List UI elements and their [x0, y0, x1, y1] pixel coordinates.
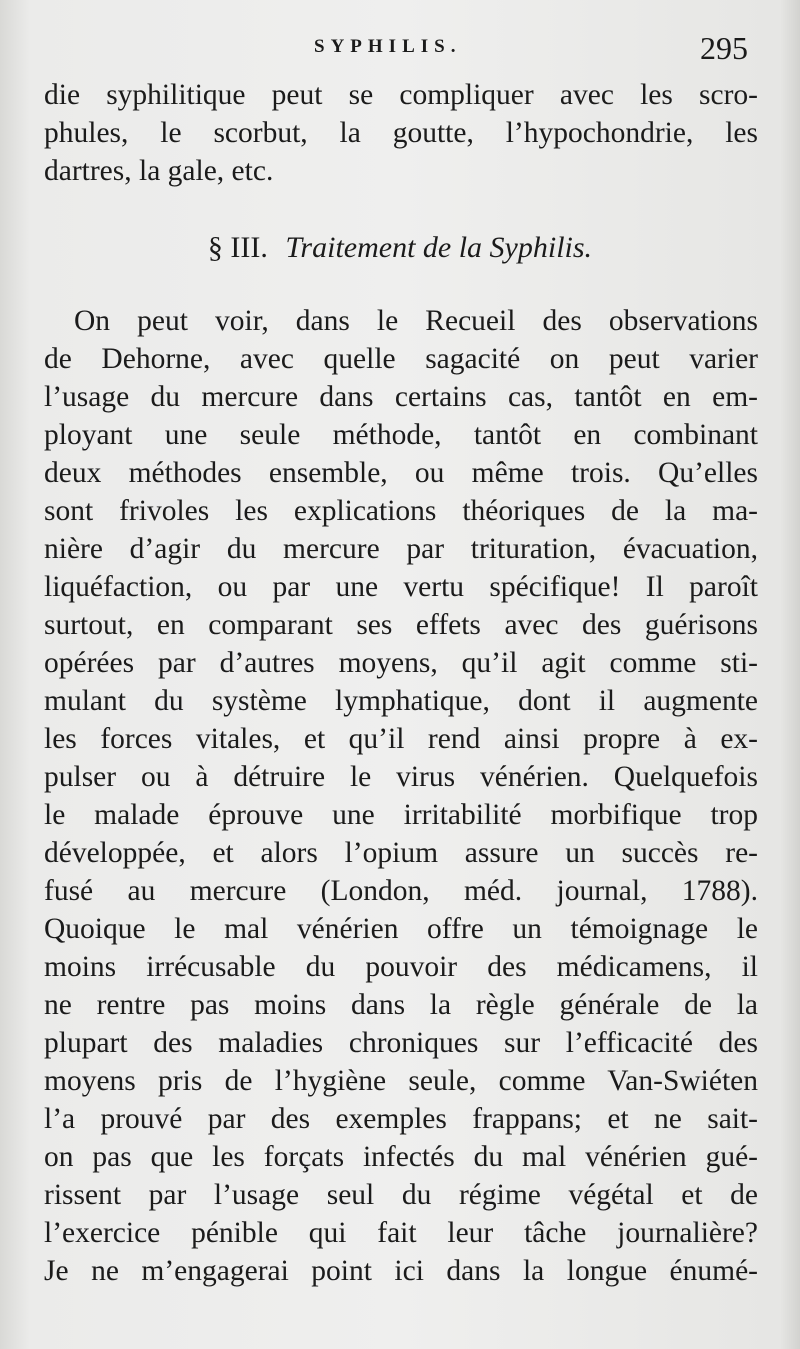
- text-line: pulser ou à détruire le virus vénérien. Quelquefois: [44, 761, 758, 793]
- text-line: ne rentre pas moins dans la règle générale de la: [44, 989, 758, 1021]
- text-line: l’a prouvé par des exemples frappans; et ne sait-: [44, 1103, 758, 1135]
- text-line: phules, le scorbut, la goutte, l’hypochondrie, les: [44, 117, 758, 149]
- page-number: 295: [700, 30, 748, 66]
- text-line: On peut voir, dans le Recueil des observations: [74, 305, 758, 337]
- text-line: Je ne m’engagerai point ici dans la longue énumé-: [44, 1255, 758, 1287]
- text-line: deux méthodes ensemble, ou même trois. Qu’elles: [44, 457, 758, 489]
- section-title: Traitement de la Syphilis.: [285, 231, 593, 264]
- text-line: dartres, la gale, etc.: [44, 155, 274, 187]
- text-line: die syphilitique peut se compliquer avec les scro-: [44, 79, 758, 111]
- section-number: § III.: [207, 231, 268, 264]
- text-line: mulant du système lymphatique, dont il augmente: [44, 685, 758, 717]
- text-line: de Dehorne, avec quelle sagacité on peut varier: [44, 343, 758, 375]
- text-line: le malade éprouve une irritabilité morbifique trop: [44, 799, 758, 831]
- text-line: opérées par d’autres moyens, qu’il agit comme sti-: [44, 647, 758, 679]
- text-line: liquéfaction, ou par une vertu spécifique! Il paroît: [44, 571, 758, 603]
- text-line: ployant une seule méthode, tantôt en combinant: [44, 419, 758, 451]
- text-line: plupart des maladies chroniques sur l’efficacité des: [44, 1027, 758, 1059]
- text-line: l’exercice pénible qui fait leur tâche journalière?: [44, 1217, 758, 1249]
- text-line: rissent par l’usage seul du régime végétal et de: [44, 1179, 758, 1211]
- running-title: SYPHILIS.: [314, 36, 462, 57]
- text-line: Quoique le mal vénérien offre un témoignage le: [44, 913, 758, 945]
- page-header: [0, 30, 800, 70]
- text-line: sont frivoles les explications théoriques de la ma-: [44, 495, 758, 527]
- text-line: moins irrécusable du pouvoir des médicamens, il: [44, 951, 758, 983]
- text-line: surtout, en comparant ses effets avec des guérisons: [44, 609, 758, 641]
- section-heading: [0, 228, 800, 268]
- text-line: développée, et alors l’opium assure un succès re-: [44, 837, 758, 869]
- text-line: fusé au mercure (London, méd. journal, 1788).: [44, 875, 758, 907]
- text-line: moyens pris de l’hygiène seule, comme Van-Swiéten: [44, 1065, 758, 1097]
- text-line: on pas que les forçats infectés du mal vénérien gué-: [44, 1141, 758, 1173]
- text-line: l’usage du mercure dans certains cas, tantôt en em-: [44, 381, 758, 413]
- text-line: nière d’agir du mercure par trituration, évacuation,: [44, 533, 758, 565]
- text-line: les forces vitales, et qu’il rend ainsi propre à ex-: [44, 723, 758, 755]
